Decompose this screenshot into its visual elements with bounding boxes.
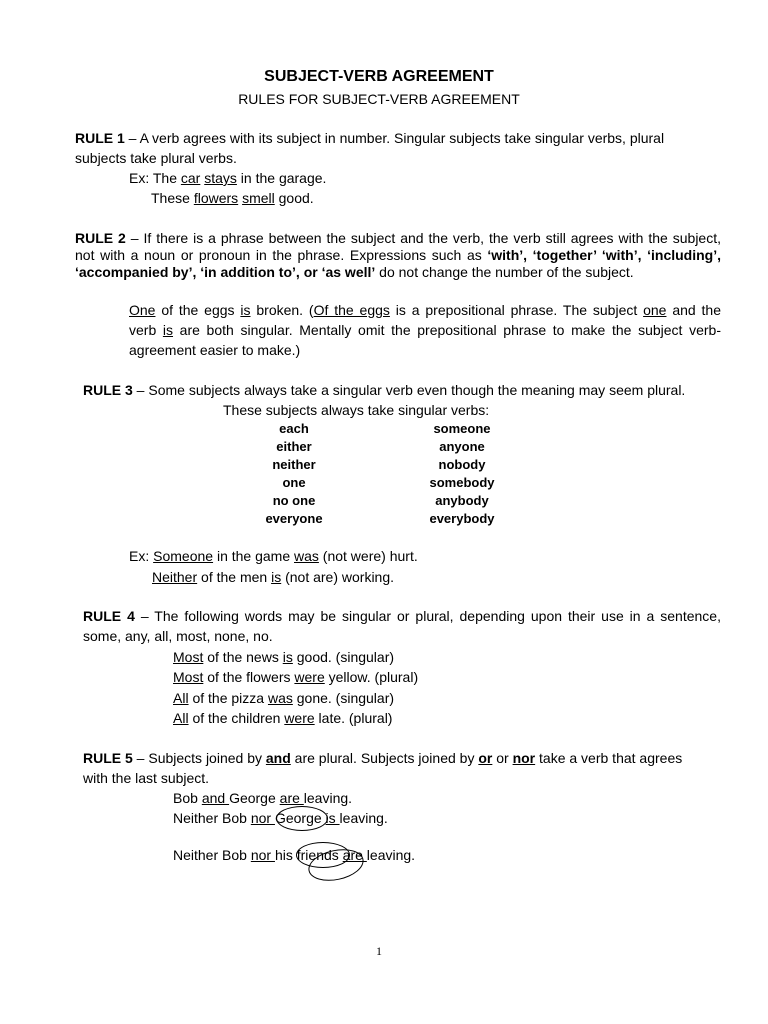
list-item: neither: [272, 457, 316, 472]
rule3-intro: These subjects always take singular verbs:: [223, 402, 490, 418]
page-title: SUBJECT-VERB AGREEMENT: [264, 68, 494, 85]
singular-words-column-2: [402, 420, 522, 528]
list-item: anyone: [439, 439, 485, 454]
rule5-line2: with the last subject.: [83, 770, 210, 786]
rule2-line3: ‘accompanied by’, ‘in addition to’, or ‘as well’ do not change the number of the subject.: [75, 264, 634, 280]
list-item: anybody: [435, 493, 489, 508]
rule5-example-3: Neither Bob nor his friends are leaving.: [173, 847, 416, 863]
rule2-example-line2: verb is are both singular. Mentally omit the prepositional phrase to make the subject verb-: [129, 322, 721, 338]
rule2-label: RULE 2: [75, 230, 126, 246]
rule2-example-line1: One of the eggs is broken. (Of the eggs is a prepositional phrase. The subject one and the: [129, 302, 721, 318]
list-item: one: [282, 475, 306, 490]
list-item: everyone: [265, 511, 323, 526]
list-item: everybody: [429, 511, 495, 526]
rule5-example-1: Bob and George are leaving.: [173, 790, 353, 806]
rule3-example-2: Neither of the men is (not are) working.: [152, 569, 395, 585]
rule5-example-2: Neither Bob nor George is leaving.: [173, 810, 388, 826]
list-item: somebody: [429, 475, 495, 490]
list-item: each: [279, 421, 309, 436]
rule3-line1: RULE 3 – Some subjects always take a singular verb even though the meaning may seem plural.: [83, 382, 686, 398]
rule5-label: RULE 5: [83, 750, 133, 766]
circle-annotation-george: [276, 806, 328, 831]
rule4-example-4: All of the children were late. (plural): [173, 710, 393, 726]
rule2-example-line3: agreement easier to make.): [129, 342, 301, 358]
rule4-example-3: All of the pizza was gone. (singular): [173, 690, 395, 706]
rule1-line2: subjects take plural verbs.: [75, 150, 237, 166]
rule1-example-1: Ex: The car stays in the garage.: [129, 170, 327, 186]
page-number: 1: [376, 944, 382, 958]
list-item: no one: [272, 493, 316, 508]
rule1-line1: RULE 1 – A verb agrees with its subject in number. Singular subjects take singular verbs, plural: [75, 130, 665, 146]
rule4-line2: some, any, all, most, none, no.: [83, 628, 273, 644]
list-item: either: [276, 439, 312, 454]
rule5-line1: RULE 5 – Subjects joined by and are plural. Subjects joined by or or nor take a verb that agrees: [83, 750, 683, 766]
rule4-label: RULE 4: [83, 608, 135, 624]
list-item: nobody: [438, 457, 486, 472]
page-subtitle: RULES FOR SUBJECT-VERB AGREEMENT: [238, 91, 520, 107]
list-item: someone: [433, 421, 491, 436]
rule1-label: RULE 1: [75, 130, 125, 146]
rule4-example-1: Most of the news is good. (singular): [173, 649, 395, 665]
rule1-example-2: These flowers smell good.: [151, 190, 314, 206]
singular-words-column-1: [234, 420, 354, 528]
rule3-label: RULE 3: [83, 382, 133, 398]
rule2-line2: not with a noun or pronoun in the phrase. Expressions such as ‘with’, ‘together’ ‘with’, ‘including’,: [75, 247, 722, 263]
rule3-example-1: Ex: Someone in the game was (not were) hurt.: [129, 548, 418, 564]
rule4-example-2: Most of the flowers were yellow. (plural): [173, 669, 419, 685]
rule2-line1: RULE 2 – If there is a phrase between the subject and the verb, the verb still agrees with the subject,: [75, 230, 721, 246]
rule4-line1: RULE 4 – The following words may be singular or plural, depending upon their use in a sentence,: [83, 608, 721, 624]
